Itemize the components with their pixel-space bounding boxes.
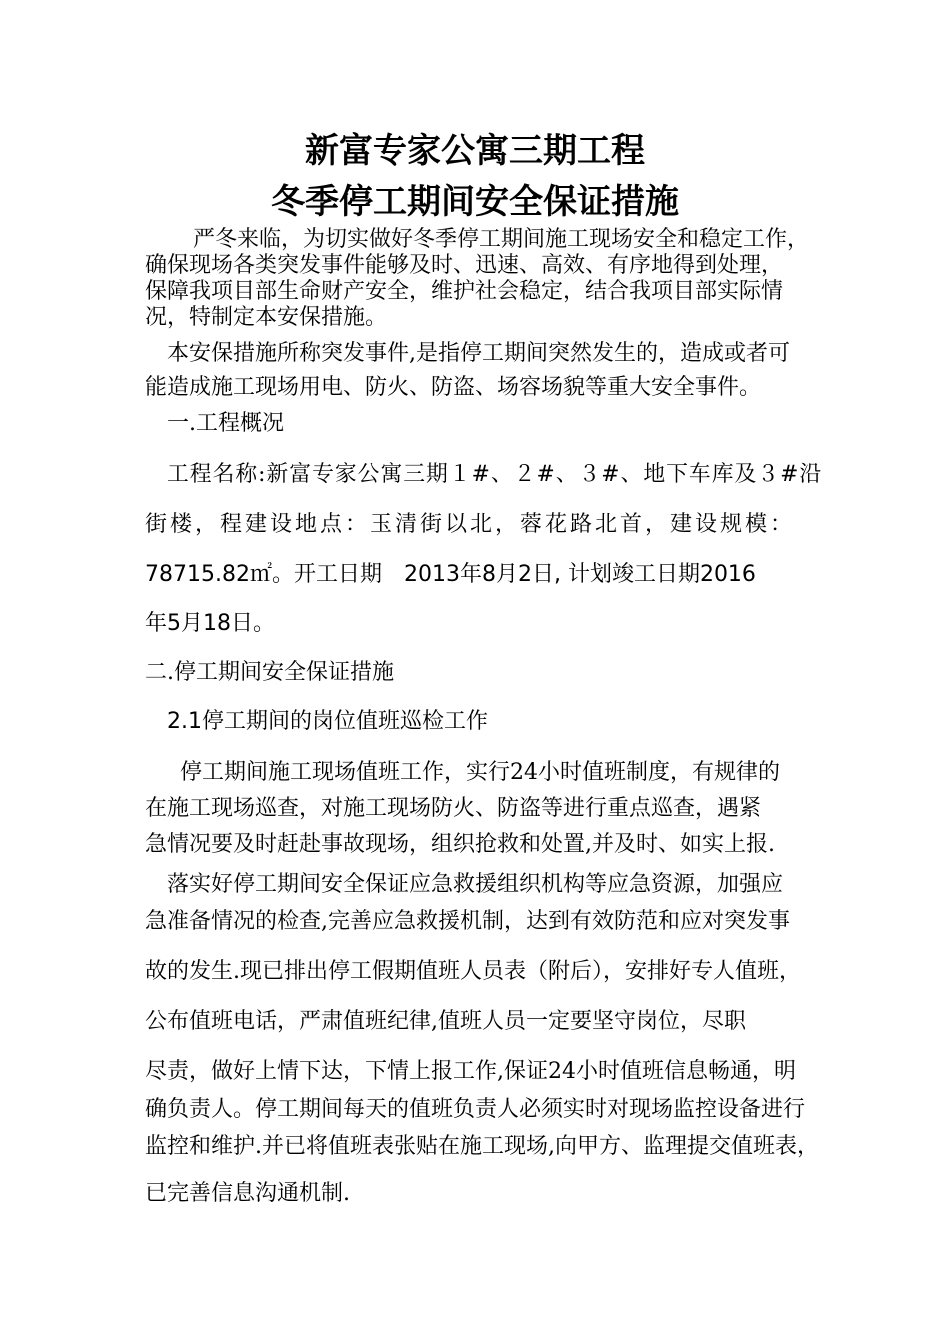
text-line: 保障我项目部生命财产安全，维护社会稳定，结合我项目部实际情 xyxy=(145,279,784,304)
section-1-heading: 一.工程概况 xyxy=(167,411,284,436)
text-line: 况，特制定本安保措施。 xyxy=(145,305,388,330)
text-line: 停工期间施工现场值班工作，实行24小时值班制度，有规律的 xyxy=(180,760,780,785)
text-line: 已完善信息沟通机制. xyxy=(145,1181,350,1206)
section-2-heading: 二.停工期间安全保证措施 xyxy=(145,660,394,685)
text-line: 确保现场各类突发事件能够及时、迅速、高效、有序地得到处理， xyxy=(145,253,784,278)
subsection-2-1-heading: 2.1停工期间的岗位值班巡检工作 xyxy=(167,709,488,734)
document-title-line-2: 冬季停工期间安全保证措施 xyxy=(271,182,679,222)
text-line: 尽责，做好上情下达，下情上报工作,保证24小时值班信息畅通，明 xyxy=(145,1059,796,1084)
document-title-line-1: 新富专家公寓三期工程 xyxy=(305,131,645,171)
text-line: 故的发生.现已排出停工假期值班人员表（附后），安排好专人值班， xyxy=(145,959,801,984)
text-line: 急情况要及时赶赴事故现场，组织抢救和处置,并及时、如实上报. xyxy=(145,832,775,857)
text-line: 确负责人。停工期间每天的值班负责人必须实时对现场监控设备进行 xyxy=(145,1097,806,1122)
text-line: 街楼，程建设地点：玉清街以北，蓉花路北首，建设规模： xyxy=(145,512,796,537)
text-line: 年5月18日。 xyxy=(145,611,275,636)
text-line: 落实好停工期间安全保证应急救援组织机构等应急资源，加强应 xyxy=(167,872,784,897)
text-line: 监控和维护.并已将值班表张贴在施工现场,向甲方、监理提交值班表， xyxy=(145,1134,819,1159)
text-line: 工程名称:新富专家公寓三期１#、２#、３#、地下车库及３#沿 xyxy=(167,462,823,487)
text-line: 本安保措施所称突发事件,是指停工期间突然发生的，造成或者可 xyxy=(167,341,790,366)
text-line: 能造成施工现场用电、防火、防盗、场容场貌等重大安全事件。 xyxy=(145,375,762,400)
text-line: 严冬来临，为切实做好冬季停工期间施工现场安全和稳定工作， xyxy=(193,227,810,252)
text-line: 急准备情况的检查,完善应急救援机制，达到有效防范和应对突发事 xyxy=(145,909,790,934)
text-line: 78715.82㎡。开工日期 2013年8月2日, 计划竣工日期2016 xyxy=(145,562,756,587)
text-line: 公布值班电话，严肃值班纪律,值班人员一定要坚守岗位，尽职 xyxy=(145,1009,746,1034)
text-line: 在施工现场巡查，对施工现场防火、防盗等进行重点巡查，遇紧 xyxy=(145,796,762,821)
